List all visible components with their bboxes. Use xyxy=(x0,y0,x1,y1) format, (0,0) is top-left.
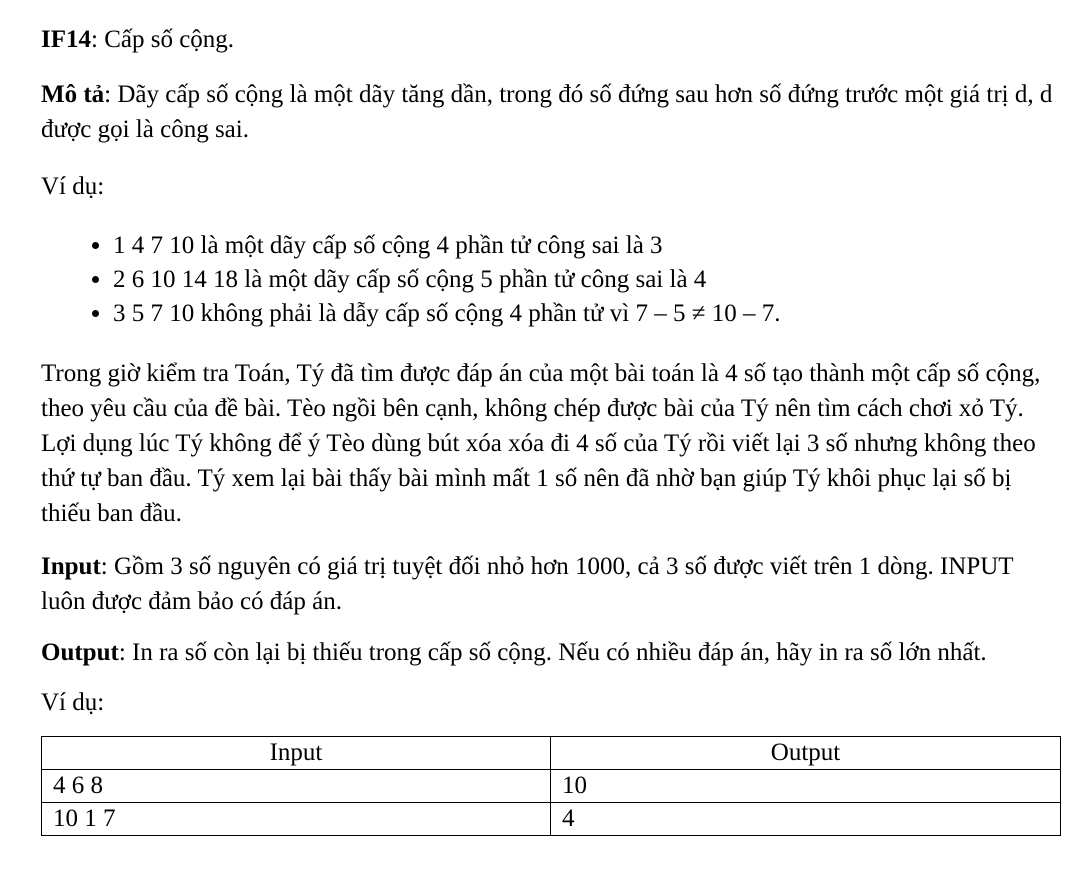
description-text: : Dãy cấp số cộng là một dãy tăng dần, trong đó số đứng sau hơn số đứng trước một giá trị d, d được gọi là công sai. xyxy=(41,81,1053,143)
problem-code: IF14 xyxy=(41,26,91,53)
input-description xyxy=(41,549,1063,619)
sample-heading: Ví dụ: xyxy=(41,689,105,716)
output-description xyxy=(41,635,1063,670)
example-item-2: • 2 6 10 14 18 là một dãy cấp số cộng 5 phần tử công sai là 4 xyxy=(113,263,1063,297)
sample-table xyxy=(41,736,1061,836)
description-label: Mô tả xyxy=(41,81,105,108)
story-paragraph: Trong giờ kiểm tra Toán, Tý đã tìm được đáp án của một bài toán là 4 số tạo thành một cấp số cộng, theo yêu cầu của đề bài. Tèo ngồi bên cạnh, không chép được bài của Tý nên tìm cách chơi xỏ Tý. Lợi dụng lúc Tý không để ý Tèo dùng bút xóa xóa đi 4 số của Tý rồi viết lại 3 số nhưng không theo thứ tự ban đầu. Tý xem lại bài thấy bài mình mất 1 số nên đã nhờ bạn giúp Tý khôi phục lại số bị thiếu ban đầu. xyxy=(41,360,1041,527)
input-text: : Gồm 3 số nguyên có giá trị tuyệt đối nhỏ hơn 1000, cả 3 số được viết trên 1 dòng. INPUT luôn được đảm bảo có đáp án. xyxy=(41,553,1014,615)
example-item-1: • 1 4 7 10 là một dãy cấp số cộng 4 phần tử công sai là 3 xyxy=(113,229,1063,263)
problem-title xyxy=(41,22,1063,57)
input-column-header: Input xyxy=(42,737,551,770)
table-row xyxy=(42,803,1061,836)
problem-statement xyxy=(41,22,1063,836)
output-column-header: Output xyxy=(551,737,1061,770)
table-row xyxy=(42,770,1061,803)
sample-input-cell: 4 6 8 xyxy=(42,770,551,803)
output-label: Output xyxy=(41,639,119,666)
sample-table-header xyxy=(42,737,1061,770)
example-item-3: • 3 5 7 10 không phải là dẫy cấp số cộng 4 phần tử vì 7 – 5 ≠ 10 – 7. xyxy=(113,297,1063,331)
description-paragraph xyxy=(41,77,1063,147)
sample-input-cell: 10 1 7 xyxy=(42,803,551,836)
input-label: Input xyxy=(41,553,101,580)
output-text: : In ra số còn lại bị thiếu trong cấp số cộng. Nếu có nhiều đáp án, hãy in ra số lớn nhất. xyxy=(118,639,987,666)
sample-output-cell: 10 xyxy=(551,770,1061,803)
problem-title-text: : Cấp số cộng. xyxy=(91,26,235,53)
example-heading: Ví dụ: xyxy=(41,173,105,200)
sample-output-cell: 4 xyxy=(551,803,1061,836)
example-list xyxy=(41,229,1063,331)
